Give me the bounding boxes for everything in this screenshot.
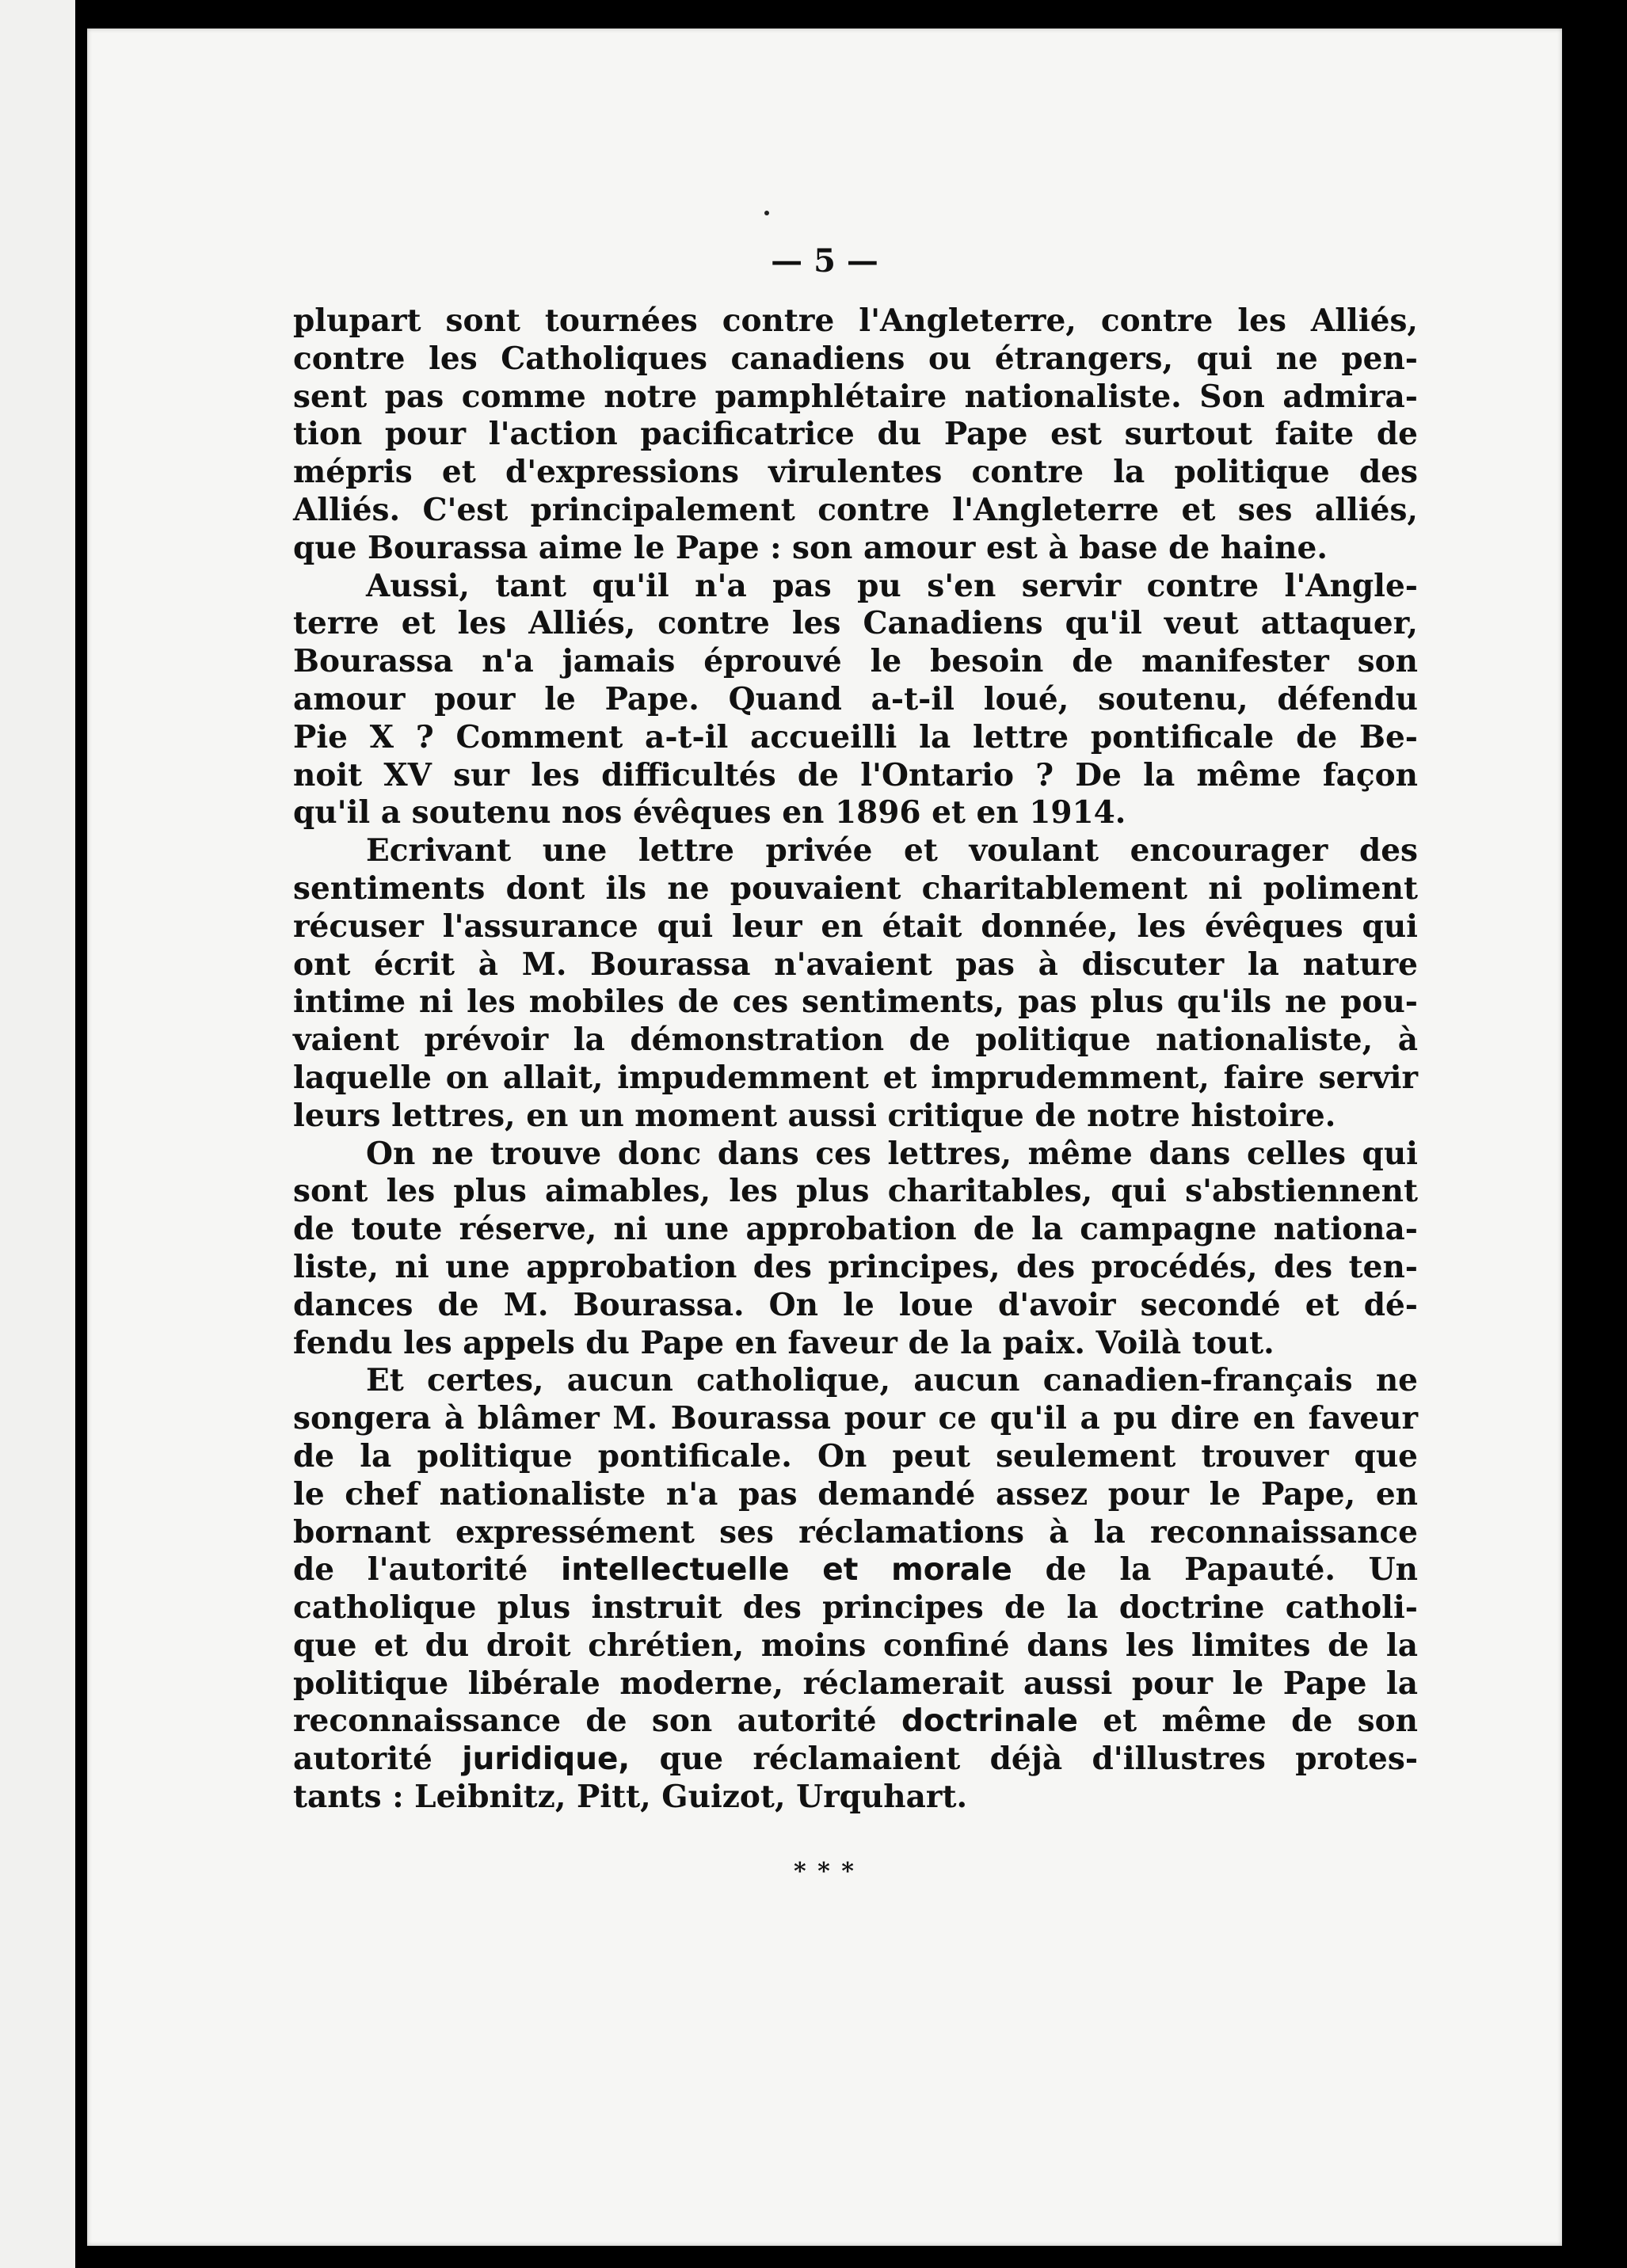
text-segment: liste, ni une approbation des principes, des procédés, des ten- xyxy=(293,1248,1418,1285)
text-line xyxy=(293,341,1418,379)
paragraph xyxy=(293,832,1418,1135)
text-segment: récuser l'assurance qui leur en était donnée, les évêques qui xyxy=(293,908,1418,945)
text-line xyxy=(293,492,1418,530)
paragraph xyxy=(293,1136,1418,1363)
text-line xyxy=(293,530,1418,568)
section-separator: * * * xyxy=(794,1858,855,1886)
text-line xyxy=(293,1741,1418,1779)
text-line xyxy=(293,643,1418,681)
text-line xyxy=(293,719,1418,757)
text-line xyxy=(293,1211,1418,1249)
text-line xyxy=(293,1325,1418,1363)
book-page xyxy=(87,29,1562,2246)
previous-page-edge xyxy=(0,0,75,2268)
text-segment: terre et les Alliés, contre les Canadiens qu'il veut attaquer, xyxy=(293,605,1418,642)
text-line xyxy=(293,379,1418,417)
text-segment: de l'autorité xyxy=(293,1551,562,1589)
text-line xyxy=(293,1173,1418,1211)
text-segment: de toute réserve, ni une approbation de la campagne nationa- xyxy=(293,1211,1418,1248)
text-segment: que Bourassa aime le Pape : son amour est à base de haine. xyxy=(293,529,1328,566)
text-line xyxy=(293,1665,1418,1703)
text-segment: leurs lettres, en un moment aussi critique de notre histoire. xyxy=(293,1097,1336,1134)
text-line xyxy=(293,1589,1418,1627)
text-line xyxy=(293,681,1418,719)
paragraph xyxy=(293,303,1418,568)
text-line xyxy=(293,1514,1418,1552)
text-segment: noit XV sur les difficultés de l'Ontario ? De la même façon xyxy=(293,756,1418,793)
text-line xyxy=(293,757,1418,795)
text-segment: contre les Catholiques canadiens ou étrangers, qui ne pen- xyxy=(293,340,1418,377)
text-segment: amour pour le Pape. Quand a-t-il loué, soutenu, défendu xyxy=(293,680,1418,717)
scan-speck xyxy=(764,211,769,215)
text-line xyxy=(293,832,1418,870)
text-line xyxy=(293,1098,1418,1136)
text-segment: sentiments dont ils ne pouvaient charitablement ni poliment xyxy=(293,870,1418,907)
emphasized-text: intellectuelle et morale xyxy=(561,1552,1012,1589)
text-line xyxy=(293,984,1418,1022)
text-segment: Alliés. C'est principalement contre l'Angleterre et ses alliés, xyxy=(293,491,1418,528)
text-line xyxy=(293,1249,1418,1287)
text-segment: Pie X ? Comment a-t-il accueilli la lettre pontificale de Be- xyxy=(293,718,1418,755)
text-segment: tion pour l'action pacificatrice du Pape est surtout faite de xyxy=(293,416,1418,453)
text-segment: autorité xyxy=(293,1741,463,1778)
text-segment: laquelle on allait, impudemment et imprudemment, faire servir xyxy=(293,1059,1418,1096)
text-segment: politique libérale moderne, réclamerait aussi pour le Pape la xyxy=(293,1665,1418,1702)
text-line xyxy=(293,1476,1418,1514)
text-line xyxy=(293,1438,1418,1476)
text-line xyxy=(293,1703,1418,1741)
text-segment: de la politique pontificale. On peut seulement trouver que xyxy=(293,1437,1418,1475)
text-line xyxy=(293,303,1418,341)
text-segment: reconnaissance de son autorité xyxy=(293,1703,901,1740)
text-line xyxy=(293,1551,1418,1589)
paragraph xyxy=(293,568,1418,833)
text-line xyxy=(293,1779,1418,1817)
text-line xyxy=(293,794,1418,832)
text-segment: que et du droit chrétien, moins confiné dans les limites de la xyxy=(293,1627,1418,1664)
text-segment: Et certes, aucun catholique, aucun canadien-français ne xyxy=(366,1362,1418,1399)
text-segment: catholique plus instruit des principes de la doctrine catholi- xyxy=(293,1589,1418,1627)
text-line xyxy=(293,946,1418,984)
text-segment: plupart sont tournées contre l'Angleterre, contre les Alliés, xyxy=(293,303,1418,339)
text-line xyxy=(293,605,1418,643)
text-segment: mépris et d'expressions virulentes contre la politique des xyxy=(293,454,1418,491)
text-line xyxy=(293,1400,1418,1438)
text-line xyxy=(293,908,1418,946)
paragraph xyxy=(293,1362,1418,1817)
text-segment: vaient prévoir la démonstration de politique nationaliste, à xyxy=(293,1022,1418,1059)
text-segment: tants : Leibnitz, Pitt, Guizot, Urquhart. xyxy=(293,1779,968,1816)
text-segment: Ecrivant une lettre privée et voulant encourager des xyxy=(366,832,1418,870)
text-line xyxy=(293,1136,1418,1174)
text-segment: songera à blâmer M. Bourassa pour ce qu'il a pu dire en faveur xyxy=(293,1400,1418,1437)
text-segment: le chef nationaliste n'a pas demandé assez pour le Pape, en xyxy=(293,1475,1418,1513)
text-segment: On ne trouve donc dans ces lettres, même dans celles qui xyxy=(366,1135,1418,1172)
text-line xyxy=(293,1060,1418,1098)
text-segment: et même de son xyxy=(1077,1703,1419,1740)
text-line xyxy=(293,1022,1418,1060)
text-segment: fendu les appels du Pape en faveur de la paix. Voilà tout. xyxy=(293,1324,1275,1361)
text-line xyxy=(293,568,1418,606)
text-segment: dances de M. Bourassa. On le loue d'avoir secondé et dé- xyxy=(293,1286,1418,1323)
text-segment: que réclamaient déjà d'illustres protes- xyxy=(630,1741,1419,1778)
text-segment: bornant expressément ses réclamations à la reconnaissance xyxy=(293,1513,1418,1551)
text-segment: de la Papauté. Un xyxy=(1012,1551,1418,1589)
emphasized-text: juridique, xyxy=(462,1741,631,1778)
page-number: — 5 — xyxy=(771,242,878,280)
text-line xyxy=(293,870,1418,908)
text-segment: sent pas comme notre pamphlétaire nationaliste. Son admira- xyxy=(293,378,1418,415)
text-segment: Bourassa n'a jamais éprouvé le besoin de manifester son xyxy=(293,643,1418,680)
text-segment: Aussi, tant qu'il n'a pas pu s'en servir contre l'Angle- xyxy=(366,567,1418,604)
text-line xyxy=(293,416,1418,454)
text-segment: sont les plus aimables, les plus charitables, qui s'abstiennent xyxy=(293,1173,1418,1210)
emphasized-text: doctrinale xyxy=(901,1703,1078,1740)
text-line xyxy=(293,1627,1418,1665)
text-line xyxy=(293,1362,1418,1400)
body-text xyxy=(293,303,1418,1817)
text-line xyxy=(293,1287,1418,1325)
text-segment: intime ni les mobiles de ces sentiments, pas plus qu'ils ne pou- xyxy=(293,984,1418,1021)
text-line xyxy=(293,454,1418,492)
text-segment: ont écrit à M. Bourassa n'avaient pas à discuter la nature xyxy=(293,946,1418,983)
text-segment: qu'il a soutenu nos évêques en 1896 et en 1914. xyxy=(293,794,1126,831)
